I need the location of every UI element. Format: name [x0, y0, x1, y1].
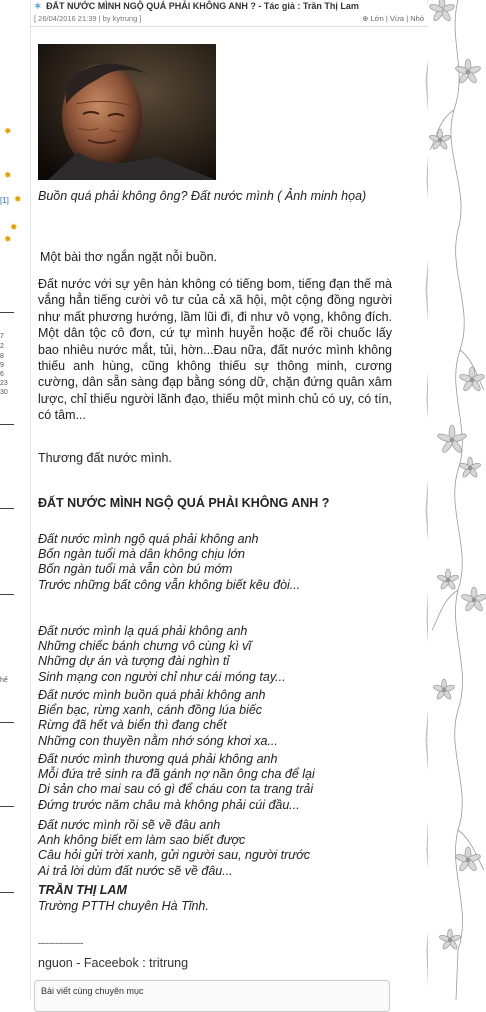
- sun-icon: ✸: [14, 194, 22, 204]
- divider-dashes: ------------------: [38, 938, 83, 948]
- sun-icon: ✸: [4, 126, 12, 136]
- related-posts-box: [34, 980, 390, 1012]
- poem-line: Đất nước mình thương quá phải không anh: [38, 752, 278, 766]
- poem-line: Những chiếc bánh chưng vô cùng kì vĩ: [38, 639, 252, 654]
- floral-sidebar-decoration: [428, 0, 486, 1000]
- poem-line: Bốn ngàn tuổi mà vẫn còn bú mớm: [38, 562, 233, 577]
- poem-line: Biển bạc, rừng xanh, cánh đồng lúa biếc: [38, 703, 263, 718]
- poem-line: Những dự án và tượng đài nghìn tỉ: [38, 654, 230, 669]
- sun-icon: ✸: [4, 170, 12, 180]
- author-prefix: - Tác giả :: [258, 1, 301, 11]
- poem-line: Di sản cho mai sau có gì để cháu con ta trang trải: [38, 782, 314, 797]
- article-paragraph: Đất nước với sự yên hàn không có tiếng bom, tiếng đạn thế mà vắng hẳn tiếng cười vô tư của cả xã hội, một cộng đồng người như mất phương hướng, lầm lũi đi, đi như vô vọng, không đích. Một dân tộc cô đơn, cứ tự mình huyễn hoặc để rồi chuốc lấy bao nhiêu nước mắt, tủi, hờn...Đau nữa, đất nước mình không thiếu anh hùng, cũng không thiếu sự thông minh, cương cường, dân sẵn sàng đạp bằng sóng dữ, chặn đứng quân xâm lược, chỉ thiếu người lãnh đạo, thiếu một mình chủ có uy, có tín, có tâm...: [38, 277, 392, 423]
- calendar-number[interactable]: 8: [0, 353, 4, 360]
- poem-stanza: [38, 532, 300, 593]
- poem-line: Ai trả lời dùm đất nước sẽ về đâu...: [38, 863, 233, 878]
- divider: [0, 312, 14, 313]
- article-closing: Thương đất nước mình.: [38, 451, 172, 465]
- flower-icon: [429, 0, 486, 950]
- poem-author-school: Trường PTTH chuyên Hà Tĩnh.: [38, 899, 209, 913]
- divider: [0, 892, 14, 893]
- poem-line: Mỗi đứa trẻ sinh ra đã gánh nợ nần ông cha để lại: [38, 767, 315, 782]
- font-size-switcher: ⊕ Lớn | Vừa | Nhỏ: [362, 14, 424, 23]
- size-small-link[interactable]: Nhỏ: [410, 14, 424, 23]
- poem-line: Câu hỏi gửi trời xanh, gửi người sau, người trước: [38, 848, 311, 863]
- related-posts-heading[interactable]: Bài viết cùng chuyên mục: [41, 986, 144, 996]
- poem-line: Những con thuyền nằm nhớ sóng khơi xa...: [38, 733, 278, 748]
- calendar-number[interactable]: 9: [0, 362, 4, 369]
- sun-icon: ✸: [4, 234, 12, 244]
- size-large-link[interactable]: Lớn: [370, 14, 384, 23]
- poem-line: Đất nước mình ngộ quá phải không anh: [38, 532, 259, 546]
- magnifier-icon: ⊕: [362, 14, 369, 23]
- calendar-number[interactable]: 7: [0, 333, 4, 340]
- poem-line: Đất nước mình rồi sẽ về đâu anh: [38, 818, 221, 832]
- left-sidebar-fragment: [0, 0, 31, 1000]
- divider: [0, 594, 14, 595]
- article-intro: Một bài thơ ngắn ngặt nỗi buồn.: [40, 250, 218, 264]
- poem-author: TRẦN THỊ LAM: [38, 883, 127, 897]
- poem-stanza: [38, 818, 310, 879]
- photo-caption: Buồn quá phải không ông? Đất nước mình ( Ảnh minh họa): [38, 189, 367, 203]
- poem-line: Bốn ngàn tuổi mà dân không chịu lớn: [38, 547, 246, 562]
- calendar-number[interactable]: 6: [0, 371, 4, 378]
- article-photo: [38, 44, 216, 180]
- sidebar-word: hế: [0, 677, 8, 684]
- post-meta: [ 26/04/2016 21:39 | by kytrung ]: [34, 14, 142, 23]
- poem-line: Đất nước mình lạ quá phải không anh: [38, 624, 248, 638]
- poem-line: Anh không biết em làm sao biết được: [38, 833, 246, 848]
- post-header: [30, 0, 428, 27]
- size-medium-link[interactable]: Vừa: [389, 14, 405, 23]
- sidebar-tag[interactable]: [1]: [0, 196, 9, 205]
- post-title[interactable]: ĐẤT NƯỚC MÌNH NGỘ QUÁ PHẢI KHÔNG ANH ?: [46, 1, 256, 11]
- poem-stanza: [38, 624, 286, 685]
- divider: [0, 424, 14, 425]
- poem-line: Trước những bất công vẫn không biết kêu đòi...: [38, 577, 301, 592]
- divider: [0, 806, 14, 807]
- calendar-number[interactable]: 2: [0, 343, 4, 350]
- source-credit: nguon - Faceebok : tritrung: [38, 956, 189, 970]
- sun-icon: ✸: [10, 222, 18, 232]
- poem-stanza: [38, 752, 315, 813]
- post-title-row: [34, 1, 359, 12]
- poem-line: Đất nước mình buồn quá phải không anh: [38, 688, 266, 702]
- divider: [0, 722, 14, 723]
- calendar-number[interactable]: 30: [0, 389, 8, 396]
- poem-title: ĐẤT NƯỚC MÌNH NGỘ QUÁ PHẢI KHÔNG ANH ?: [38, 496, 330, 510]
- sun-icon: ✶: [34, 1, 42, 11]
- post-author: Trần Thị Lam: [302, 1, 359, 11]
- poem-line: Sinh mạng con người chỉ như cái móng tay...: [38, 669, 286, 684]
- calendar-number[interactable]: 23: [0, 380, 8, 387]
- poem-line: Đứng trước năm châu mà không phải cúi đầu...: [38, 797, 300, 812]
- poem-stanza: [38, 688, 278, 749]
- poem-line: Rừng đã hết và biển thì đang chết: [38, 718, 227, 733]
- divider: [0, 508, 14, 509]
